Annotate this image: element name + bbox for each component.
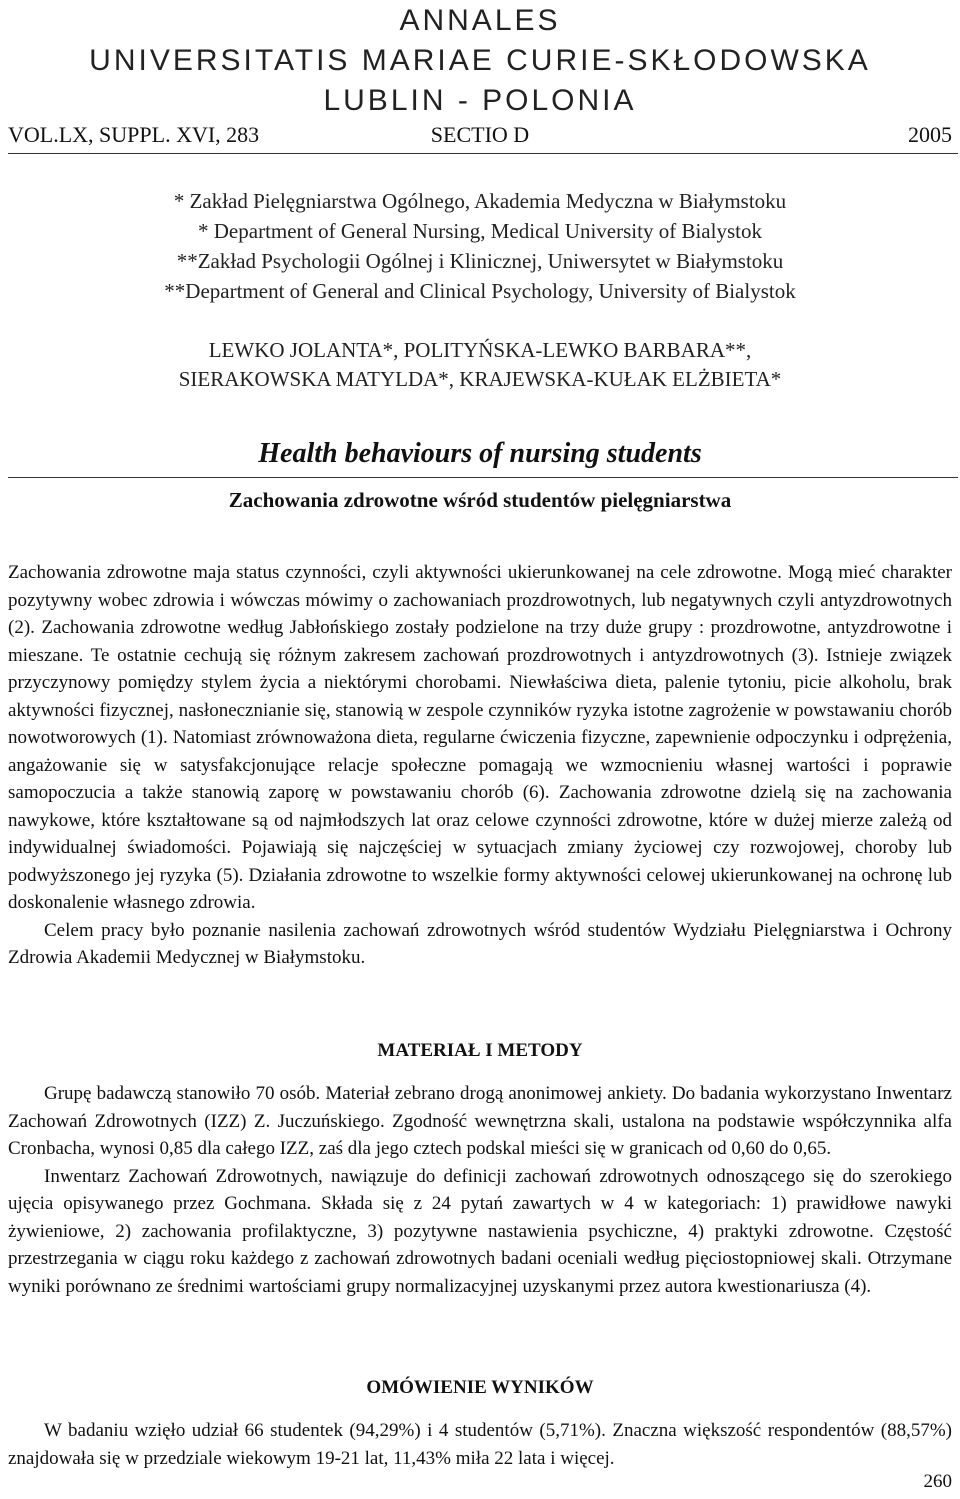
sectio-label: SECTIO D	[430, 122, 530, 147]
affiliation-line: * Department of General Nursing, Medical University of Bialystok	[198, 219, 762, 243]
article-subtitle: Zachowania zdrowotne wśród studentów pielęgniarstwa	[228, 488, 732, 512]
masthead-line-3: LUBLIN - POLONIA	[323, 84, 637, 117]
methods-paragraph: Inwentarz Zachowań Zdrowotnych, nawiązuje do definicji zachowań zdrowotnych odnoszącego się do szerokiego ujęcia opisywanego przez Gochmana. Składa się z 24 pytań zawartych w 4 w kategoriach: 1) prawidłowe nawyki żywieniowe, 2) zachowania profilaktyczne, 3) pozytywne nastawienia psychiczne, 4) praktyki zdrowotne. Częstość przestrzegania w ciągu roku każdego z zachowań zdrowotnych badani oceniali według pięciostopniowej skali. Otrzymane wyniki porównano ze średnimi wartościami grupy normalizacyjnej uzyskanymi przez autora kwestionariusza (4).	[8, 1165, 952, 1297]
affiliation-line: * Zakład Pielęgniarstwa Ogólnego, Akademia Medyczna w Białymstoku	[173, 189, 787, 213]
article-title: Health behaviours of nursing students	[258, 438, 702, 469]
author-line: SIERAKOWSKA MATYLDA*, KRAJEWSKA-KUŁAK ELŻBIETA*	[178, 367, 782, 391]
authors	[0, 336, 960, 394]
affiliations	[0, 186, 960, 306]
volume-line	[8, 122, 952, 152]
affiliation-line: **Department of General and Clinical Psychology, University of Bialystok	[164, 279, 796, 303]
results-section	[8, 1417, 952, 1472]
results-paragraph: W badaniu wzięło udział 66 studentek (94,29%) i 4 studentów (5,71%). Znaczna większość respondentów (88,57%) znajdowała się w przedziale wiekowym 19-21 lat, 11,43% miła 22 lata i więcej.	[8, 1420, 952, 1469]
intro-paragraph: Zachowania zdrowotne maja status czynności, czyli aktywności ukierunkowanej na cele zdrowotne. Mogą mieć charakter pozytywny wobec zdrowia i wówczas mówimy o zachowaniach prozdrowotnych, lub negatywnych czyli antyzdrowotnych (2). Zachowania zdrowotne według Jabłońskiego zostały podzielone na trzy duże grupy : prozdrowotne, antyzdrowotne i mieszane. Te ostatnie cechują się różnym zakresem zachowań prozdrowotnych i antyzdrowotnych (3). Istnieje związek przyczynowy pomiędzy stylem życia a niektórymi chorobami. Niewłaściwa dieta, palenie tytoniu, picie alkoholu, brak aktywności fizycznej, nasłonecznianie się, stanowią w zespole czynników ryzyka istotne zagrożenie w powstawaniu chorób nowotworowych (1). Natomiast zrównoważona dieta, regularne ćwiczenia fizyczne, zapewnienie odpoczynku i odprężenia, angażowanie się w satysfakcjonujące relacje społeczne pomagają we wzmocnieniu własnej wartości i poprawie samopoczucia a także stanowią zaporę w powstawaniu chorób (6). Zachowania zdrowotne dzielą się na zachowania nawykowe, które kształtowane są od najmłodszych lat oraz celowe czynności zdrowotne, które w dużej mierze zależą od indywidualnej świadomości. Pojawiają się najczęściej w sytuacjach zmiany życiowej czy rozwojowej, choroby lub podwyższonego jej ryzyka (5). Działania zdrowotne to wszelkie formy aktywności celowej ukierunkowanej na ochronę lub doskonalenie własnego zdrowia.	[8, 562, 952, 913]
masthead-line-2: UNIVERSITATIS MARIAE CURIE-SKŁODOWSKA	[89, 44, 871, 77]
affiliation-line: **Zakład Psychologii Ogólnej i Klinicznej, Uniwersytet w Białymstoku	[176, 249, 784, 273]
header-divider	[8, 153, 958, 154]
methods-paragraph: Grupę badawczą stanowiło 70 osób. Materiał zebrano drogą anonimowej ankiety. Do badania wykorzystano Inwentarz Zachowań Zdrowotnych (IZZ) Z. Juczuńskiego. Zgodność wewnętrzna skali, ustalona na podstawie współczynnika alfa Cronbacha, wynosi 0,85 dla całego IZZ, zaś dla jego cztech podskal mieści się w granicach od 0,60 do 0,65.	[8, 1083, 952, 1159]
methods-section	[8, 1080, 952, 1300]
title-divider	[8, 477, 958, 478]
aim-paragraph: Celem pracy było poznanie nasilenia zachowań zdrowotnych wśród studentów Wydziału Pielęgniarstwa i Ochrony Zdrowia Akademii Medycznej w Białymstoku.	[8, 919, 952, 968]
page-number: 260	[923, 1471, 952, 1492]
author-line: LEWKO JOLANTA*, POLITYŃSKA-LEWKO BARBARA**,	[208, 338, 752, 362]
intro-section	[8, 559, 952, 972]
masthead-line-1: ANNALES	[399, 4, 561, 37]
results-heading: OMÓWIENIE WYNIKÓW	[366, 1377, 594, 1398]
publication-year: 2005	[908, 122, 952, 147]
methods-heading: MATERIAŁ I METODY	[377, 1040, 583, 1061]
volume-info: VOL.LX, SUPPL. XVI, 283	[8, 122, 260, 147]
